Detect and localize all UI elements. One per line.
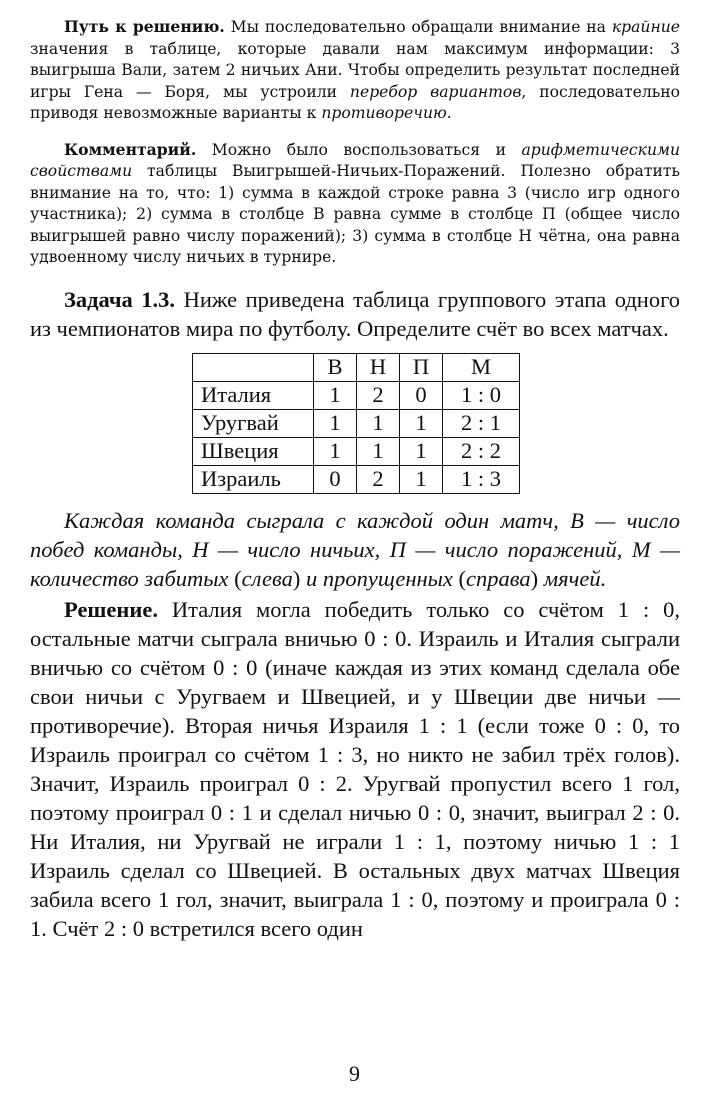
team-name: Израиль <box>193 465 314 493</box>
table-header-cell: П <box>400 353 443 381</box>
table-header-row <box>193 353 520 381</box>
comment-paragraph: Комментарий. Можно было воспользоваться и арифметическими свойствами таблицы Выигрышей-Ничьих-Поражений. Полезно обратить внимание на то, что: 1) сумма в каждой строке равна 3 (число игр одного участника); 2) сумма в столбце В равна сумме в столбце П (общее число выигрышей равно числу поражений); 3) сумма в столбце Н чётна, она равна удвоенному числу ничьих в турнире. <box>30 139 680 266</box>
group-stage-table <box>192 353 520 494</box>
table-header-cell: В <box>314 353 357 381</box>
draws-cell: 2 <box>357 465 400 493</box>
goals-cell: 2 : 2 <box>443 437 520 465</box>
table-header-cell: М <box>443 353 520 381</box>
page-number: 9 <box>349 1061 360 1086</box>
wins-cell: 1 <box>314 381 357 409</box>
table-row <box>193 465 520 493</box>
wins-cell: 0 <box>314 465 357 493</box>
team-name: Италия <box>193 381 314 409</box>
solution-paragraph: Решение. Италия могла победить только со счётом 1 : 0, остальные матчи сыграла вничью 0 : 0. Израиль и Италия сыграли вничью со счётом 0 : 0 (иначе каждая из этих команд сделала обе свои ничьи с Уругваем и Швецией, и у Швеции две ничьи — противоречие). Вторая ничья Израиля 1 : 1 (если тоже 0 : 0, то Израиль проиграл со счётом 1 : 3, но никто не забил трёх голов). Значит, Израиль проиграл 0 : 2. Уругвай пропустил всего 1 гол, поэтому проиграл 0 : 1 и сделал ничью 0 : 0, значит, выиграл 2 : 0. Ни Италия, ни Уругвай не играли 1 : 1, поэтому ничью 1 : 1 Израиль сделал со Швецией. В остальных двух матчах Швеция забила всего 1 гол, значит, выиграла 1 : 0, поэтому и проиграла 0 : 1. Счёт 2 : 0 встретился всего один <box>30 596 680 941</box>
table-header-cell <box>193 353 314 381</box>
table-row <box>193 437 520 465</box>
table-header-cell: Н <box>357 353 400 381</box>
losses-cell: 1 <box>400 465 443 493</box>
wins-cell: 1 <box>314 409 357 437</box>
table-legend-note: Каждая команда сыграла с каждой один матч, В — число побед команды, Н — число ничьих, П — число поражений, М — количество забитых (слева) и пропущенных (справа) мячей. <box>30 507 680 591</box>
table-row <box>193 381 520 409</box>
draws-cell: 1 <box>357 409 400 437</box>
task-label: Задача 1.3. <box>64 286 176 312</box>
task-statement: Задача 1.3. Ниже приведена таблица группового этапа одного из чемпионатов мира по футболу. Определите счёт во всех матчах. <box>30 286 680 341</box>
wins-cell: 1 <box>314 437 357 465</box>
path-label: Путь к решению. <box>64 17 225 36</box>
team-name: Швеция <box>193 437 314 465</box>
draws-cell: 1 <box>357 437 400 465</box>
goals-cell: 2 : 1 <box>443 409 520 437</box>
losses-cell: 1 <box>400 409 443 437</box>
page-content <box>30 16 680 943</box>
goals-cell: 1 : 0 <box>443 381 520 409</box>
solution-label: Решение. <box>64 596 158 622</box>
losses-cell: 0 <box>400 381 443 409</box>
goals-cell: 1 : 3 <box>443 465 520 493</box>
table-row <box>193 409 520 437</box>
path-to-solution-paragraph: Путь к решению. Мы последовательно обращали внимание на крайние значения в таблице, которые давали нам максимум информации: 3 выигрыша Вали, затем 2 ничьих Ани. Чтобы определить результат последней игры Гена — Боря, мы устроили перебор вариантов, последовательно приводя невозможные варианты к противоречию. <box>30 17 681 122</box>
team-name: Уругвай <box>193 409 314 437</box>
losses-cell: 1 <box>400 437 443 465</box>
draws-cell: 2 <box>357 381 400 409</box>
comment-label: Комментарий. <box>64 139 197 159</box>
